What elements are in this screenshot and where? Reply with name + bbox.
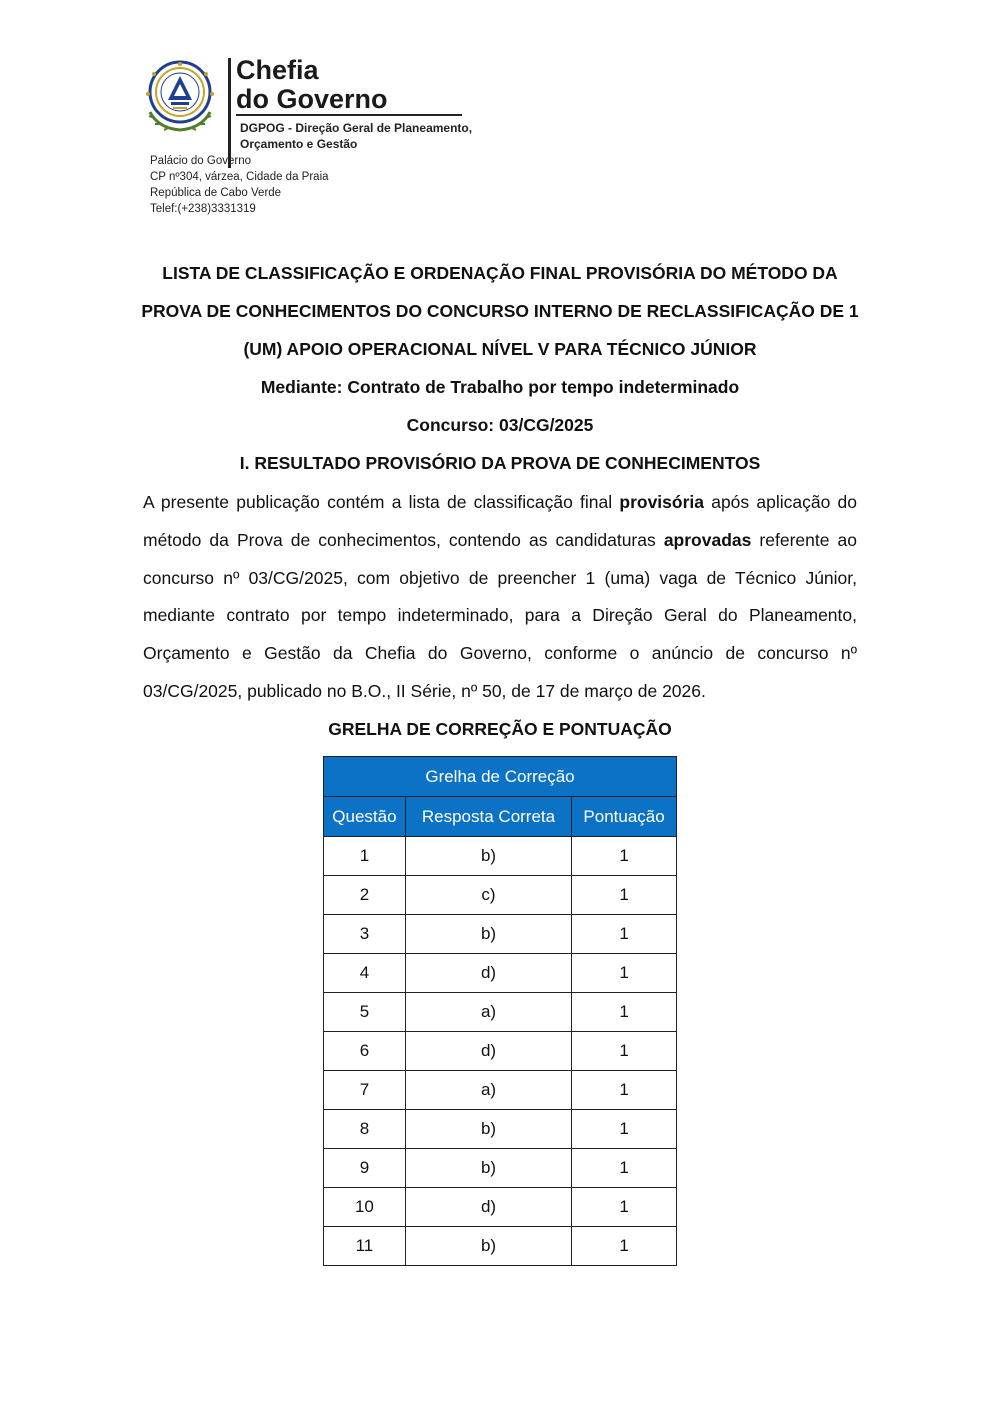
cell-resposta: b) xyxy=(405,1227,571,1266)
table-row xyxy=(324,837,677,876)
emphasis-provisoria: provisória xyxy=(619,492,704,512)
table-row xyxy=(324,1188,677,1227)
cell-resposta: c) xyxy=(405,876,571,915)
cabo-verde-coat-of-arms-icon xyxy=(140,56,220,136)
grid-heading: GRELHA DE CORREÇÃO E PONTUAÇÃO xyxy=(328,719,672,739)
cell-pontuacao: 1 xyxy=(572,993,677,1032)
table-title-row xyxy=(324,757,677,797)
column-header-resposta: Resposta Correta xyxy=(405,797,571,837)
document-title-line-2: PROVA DE CONHECIMENTOS DO CONCURSO INTERNO DE RECLASSIFICAÇÃO DE 1 xyxy=(141,301,859,321)
table-row xyxy=(324,1071,677,1110)
cell-questao: 6 xyxy=(324,1032,406,1071)
address-line: CP nº304, várzea, Cidade da Praia xyxy=(150,171,329,183)
cell-questao: 3 xyxy=(324,915,406,954)
cell-resposta: d) xyxy=(405,1032,571,1071)
table-row xyxy=(324,954,677,993)
table-row xyxy=(324,1110,677,1149)
table-row xyxy=(324,1149,677,1188)
document-title-line-3: (UM) APOIO OPERACIONAL NÍVEL V PARA TÉCNICO JÚNIOR xyxy=(243,339,757,359)
cell-questao: 4 xyxy=(324,954,406,993)
cell-questao: 11 xyxy=(324,1227,406,1266)
letterhead xyxy=(140,56,480,221)
cell-questao: 9 xyxy=(324,1149,406,1188)
intro-paragraph: A presente publicação contém a lista de classificação final provisória após aplicação do método da Prova de conhecimentos, contendo as candidaturas aprovadas referente ao concurso nº 03/CG/2025, com objetivo de preencher 1 (uma) vaga de Técnico Júnior, mediante contrato por tempo indeterminado, para a Direção Geral do Planeamento, Orçamento e Gestão da Chefia do Governo, conforme o anúncio de concurso nº 03/CG/2025, publicado no B.O., II Série, nº 50, de 17 de março de 2026. xyxy=(143,492,857,701)
table-title: Grelha de Correção xyxy=(324,757,677,797)
brand-name: Chefia do Governo xyxy=(236,55,388,114)
brand-underline xyxy=(236,114,462,116)
cell-questao: 8 xyxy=(324,1110,406,1149)
cell-resposta: d) xyxy=(405,954,571,993)
cell-pontuacao: 1 xyxy=(572,876,677,915)
cell-pontuacao: 1 xyxy=(572,1227,677,1266)
emphasis-aprovadas: aprovadas xyxy=(663,529,752,550)
cell-resposta: b) xyxy=(405,1110,571,1149)
cell-pontuacao: 1 xyxy=(572,837,677,876)
cell-resposta: b) xyxy=(405,1149,571,1188)
cell-pontuacao: 1 xyxy=(572,1110,677,1149)
document-title-line-1: LISTA DE CLASSIFICAÇÃO E ORDENAÇÃO FINAL PROVISÓRIA DO MÉTODO DA xyxy=(162,263,838,283)
table-row xyxy=(324,876,677,915)
table-row xyxy=(324,1227,677,1266)
cell-questao: 7 xyxy=(324,1071,406,1110)
address-line: República de Cabo Verde xyxy=(150,187,282,199)
address-line: Palácio do Governo xyxy=(150,155,252,167)
cell-questao: 5 xyxy=(324,993,406,1032)
address-block xyxy=(150,153,329,217)
cell-questao: 10 xyxy=(324,1188,406,1227)
cell-pontuacao: 1 xyxy=(572,1071,677,1110)
table-row xyxy=(324,993,677,1032)
cell-questao: 1 xyxy=(324,837,406,876)
concurso-number: Concurso: 03/CG/2025 xyxy=(406,415,594,435)
cell-resposta: b) xyxy=(405,915,571,954)
cell-resposta: a) xyxy=(405,1071,571,1110)
cell-pontuacao: 1 xyxy=(572,1032,677,1071)
contract-type: Mediante: Contrato de Trabalho por tempo indeterminado xyxy=(260,377,740,397)
department-name: DGPOG - Direção Geral de Planeamento, Orçamento e Gestão xyxy=(240,121,473,151)
cell-pontuacao: 1 xyxy=(572,915,677,954)
cell-questao: 2 xyxy=(324,876,406,915)
cell-pontuacao: 1 xyxy=(572,1149,677,1188)
column-header-questao: Questão xyxy=(324,797,406,837)
section-heading: I. RESULTADO PROVISÓRIO DA PROVA DE CONHECIMENTOS xyxy=(239,453,761,473)
cell-pontuacao: 1 xyxy=(572,1188,677,1227)
letterhead-divider xyxy=(228,58,231,168)
table-row xyxy=(324,915,677,954)
correction-grid-table xyxy=(323,756,677,1266)
address-line: Telef:(+238)3331319 xyxy=(150,203,256,215)
cell-resposta: d) xyxy=(405,1188,571,1227)
table-row xyxy=(324,1032,677,1071)
column-header-pontuacao: Pontuação xyxy=(572,797,677,837)
cell-resposta: a) xyxy=(405,993,571,1032)
cell-resposta: b) xyxy=(405,837,571,876)
table-header-row xyxy=(324,797,677,837)
cell-pontuacao: 1 xyxy=(572,954,677,993)
